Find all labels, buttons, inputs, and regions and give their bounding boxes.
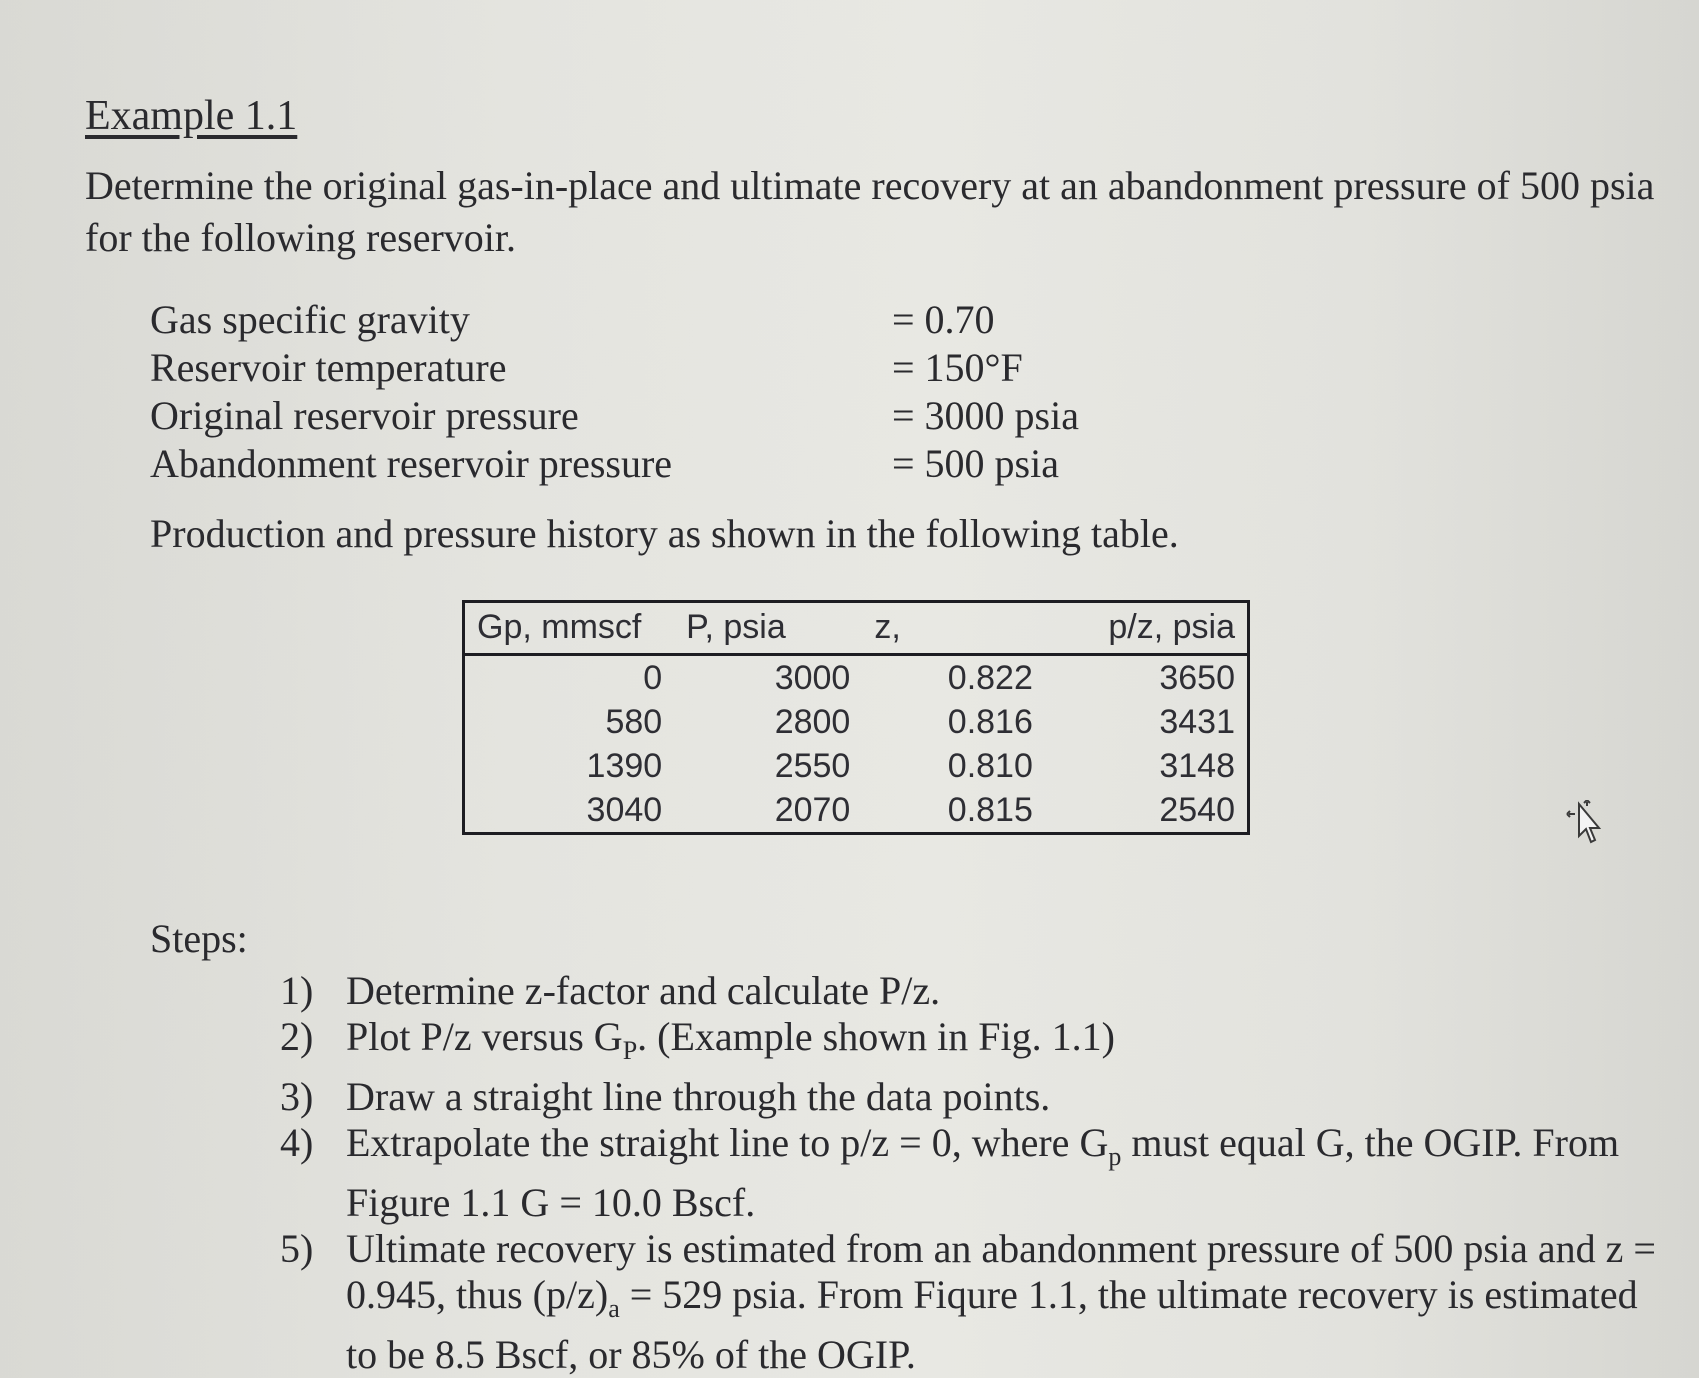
param-value: = 500 psia	[892, 441, 1059, 486]
cell-pz: 3148	[1159, 746, 1235, 785]
cell-z: 0.816	[947, 702, 1033, 741]
table-header-row	[464, 602, 1249, 655]
table-row	[464, 788, 1249, 834]
step-text: Determine z-factor and calculate P/z.	[346, 968, 941, 1013]
move-cursor-icon	[1565, 800, 1605, 850]
step-subscript: p	[1108, 1142, 1122, 1171]
cell-p: 3000	[774, 658, 851, 697]
cell-z: 0.815	[947, 790, 1033, 829]
problem-statement: Determine the original gas-in-place and ultimate recovery at an abandonment pressure of 500 psia for the following reservoir.	[85, 163, 1655, 260]
step-text: Extrapolate the straight line to p/z = 0, where G	[346, 1120, 1109, 1165]
step-text: Ultimate recovery is estimated from an abandonment pressure of 500 psia and z = 0.945, thus (p/z)	[346, 1226, 1656, 1317]
step-number: 2)	[280, 1014, 314, 1059]
step-number: 1)	[280, 968, 314, 1013]
table-row	[464, 744, 1249, 788]
cell-gp: 1390	[586, 746, 663, 785]
step-item	[280, 1226, 1660, 1378]
param-value: = 0.70	[892, 297, 995, 342]
example-title: Example 1.1	[85, 93, 298, 139]
param-label: Reservoir temperature	[150, 345, 507, 390]
param-value: = 150°F	[892, 345, 1023, 390]
step-item	[280, 1120, 1660, 1226]
steps-label: Steps:	[150, 916, 248, 961]
header-p: P, psia	[674, 602, 862, 655]
cell-pz: 2540	[1159, 790, 1235, 829]
table-row	[464, 700, 1249, 744]
header-gp: Gp, mmscf	[464, 602, 675, 655]
cell-gp: 0	[643, 658, 663, 697]
step-subscript: a	[608, 1294, 620, 1323]
cell-z: 0.822	[947, 658, 1033, 697]
param-label: Gas specific gravity	[150, 297, 470, 342]
history-line: Production and pressure history as shown in the following table.	[150, 511, 1179, 556]
step-text-cont: = 529 psia. From Fiqure 1.1, the ultimate recovery is estimated to be 8.5 Bscf, or 85% of the OGIP.	[346, 1272, 1638, 1377]
step-text: Plot P/z versus G	[346, 1014, 623, 1059]
header-pz: p/z, psia	[1045, 602, 1249, 655]
cell-z: 0.810	[947, 746, 1033, 785]
cell-p: 2070	[774, 790, 851, 829]
cell-pz: 3431	[1159, 702, 1235, 741]
step-number: 3)	[280, 1074, 314, 1119]
step-subscript: P	[622, 1036, 638, 1065]
cell-gp: 3040	[586, 790, 663, 829]
step-number: 5)	[280, 1226, 314, 1271]
header-z: z,	[862, 602, 1045, 655]
production-pressure-table	[462, 600, 1250, 835]
step-item	[280, 968, 1660, 1014]
step-text-cont: . (Example shown in Fig. 1.1)	[637, 1014, 1115, 1059]
param-label: Abandonment reservoir pressure	[150, 441, 673, 486]
cell-p: 2550	[774, 746, 851, 785]
cell-pz: 3650	[1159, 658, 1235, 697]
table-row	[464, 655, 1249, 701]
steps-list	[280, 968, 1660, 1378]
param-value: = 3000 psia	[892, 393, 1079, 438]
step-item	[280, 1014, 1660, 1074]
step-number: 4)	[280, 1120, 314, 1165]
cell-gp: 580	[605, 702, 663, 741]
param-label: Original reservoir pressure	[150, 393, 579, 438]
step-item	[280, 1074, 1660, 1120]
cell-p: 2800	[774, 702, 851, 741]
step-text-cont: must equal G, the OGIP. From Figure 1.1 G = 10.0 Bscf.	[346, 1120, 1620, 1225]
step-text: Draw a straight line through the data points.	[346, 1074, 1051, 1119]
